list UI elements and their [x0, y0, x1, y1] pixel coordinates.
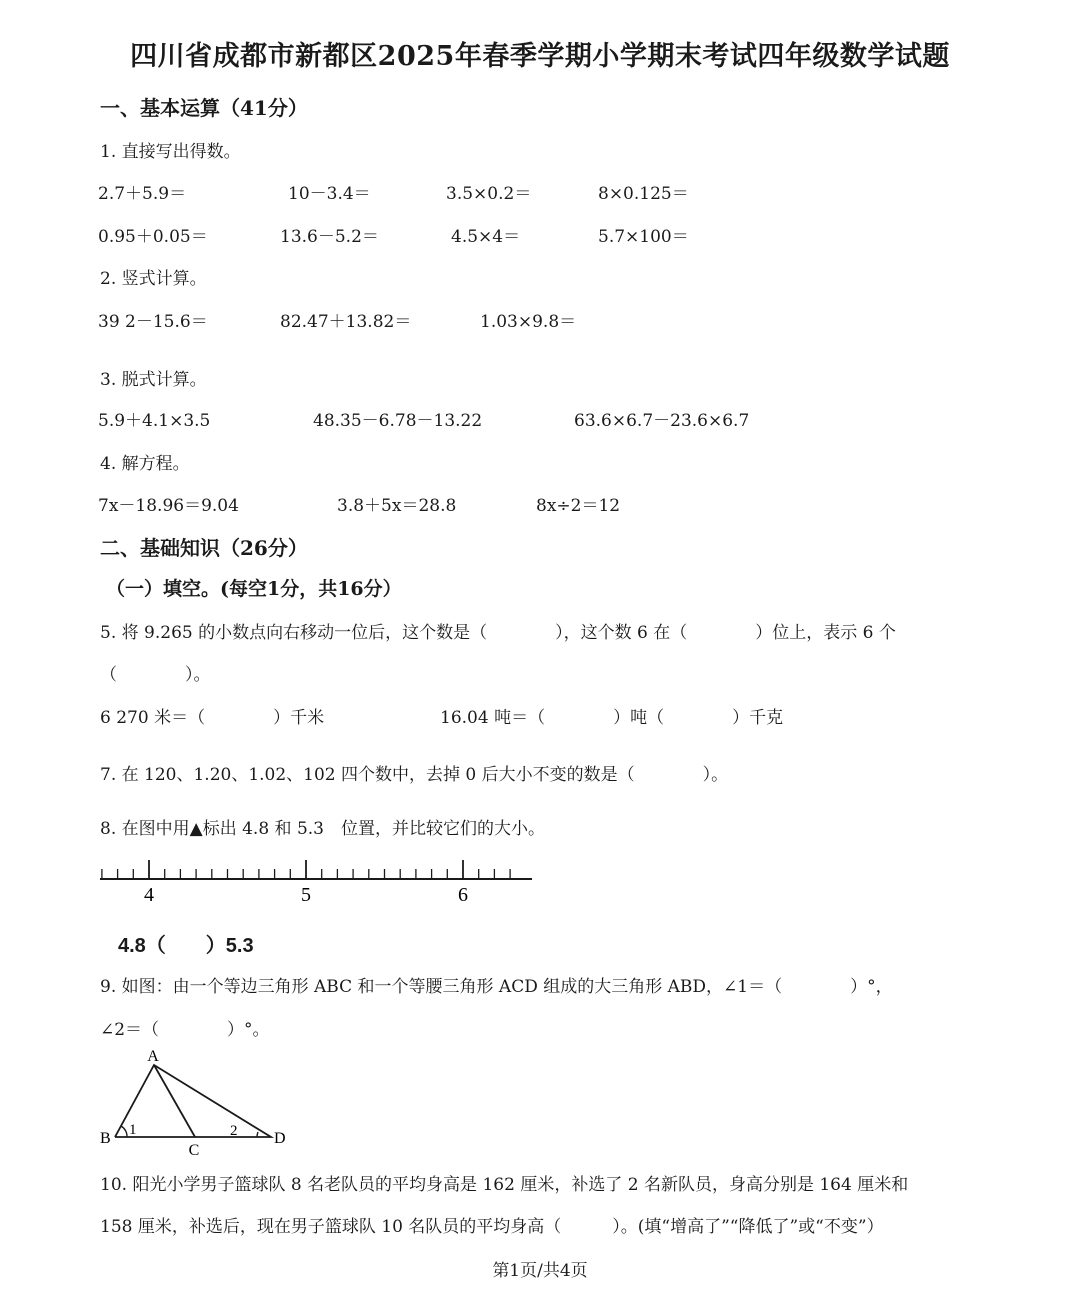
section-2-heading: 二、基础知识（26分） — [100, 536, 308, 560]
q1-expr: 2.7＋5.9＝ — [98, 184, 187, 204]
q2-label: 2. 竖式计算。 — [100, 269, 207, 289]
segment-ac — [154, 1065, 195, 1137]
vertex-c-label: C — [188, 1142, 200, 1158]
page-footer: 第1页/共4页 — [492, 1261, 588, 1281]
q9-line1: 9. 如图：由一个等边三角形 ABC 和一个等腰三角形 ACD 组成的大三角形 ABD，∠1＝（ ）°， — [100, 977, 893, 997]
q6-part2: 16.04 吨＝（ ）吨（ ）千克 — [440, 708, 784, 728]
q3-expr: 63.6×6.7－23.6×6.7 — [574, 411, 750, 431]
number-line — [92, 850, 542, 910]
q8-compare: 4.8（ ）5.3 — [118, 935, 254, 957]
q4-label: 4. 解方程。 — [100, 454, 190, 474]
q1-expr: 4.5×4＝ — [451, 227, 521, 247]
section-2-subheading: （一）填空。(每空1分，共16分） — [106, 578, 402, 600]
q10-line1: 10. 阳光小学男子篮球队 8 名老队员的平均身高是 162 厘米，补选了 2 名新队员，身高分别是 164 厘米和 — [100, 1175, 909, 1195]
vertex-a-label: A — [147, 1048, 159, 1065]
q3-expr: 48.35－6.78－13.22 — [313, 411, 483, 431]
vertex-d-label: D — [274, 1130, 286, 1147]
q5-line1: 5. 将 9.265 的小数点向右移动一位后，这个数是（ ），这个数 6 在（ ）位上，表示 6 个 — [100, 623, 896, 643]
q2-expr: 39 2－15.6＝ — [98, 312, 208, 332]
q1-expr: 5.7×100＝ — [598, 227, 689, 247]
triangle-figure — [96, 1043, 306, 1158]
q9-line2: ∠2＝（ ）°。 — [100, 1020, 270, 1040]
triangle-abd — [115, 1065, 271, 1137]
q1-expr: 13.6－5.2＝ — [280, 227, 379, 247]
vertex-b-label: B — [100, 1130, 111, 1147]
q1-expr: 0.95＋0.05＝ — [98, 227, 208, 247]
q2-expr: 82.47＋13.82＝ — [280, 312, 412, 332]
number-line-label-4: 4 — [144, 884, 154, 906]
q8-text: 8. 在图中用▲标出 4.8 和 5.3 位置，并比较它们的大小。 — [100, 819, 545, 839]
number-line-label-6: 6 — [458, 884, 468, 906]
angle-1-arc — [121, 1126, 127, 1137]
angle-1-label: 1 — [129, 1122, 137, 1138]
q3-label: 3. 脱式计算。 — [100, 370, 207, 390]
section-1-heading: 一、基本运算（41分） — [100, 96, 308, 120]
q6-part1: 6 270 米＝（ ）千米 — [100, 708, 325, 728]
angle-2-label: 2 — [230, 1123, 238, 1139]
q1-expr: 10－3.4＝ — [288, 184, 371, 204]
q10-line2: 158 厘米，补选后，现在男子篮球队 10 名队员的平均身高（ ）。(填“增高了”“降低了”或“不变”） — [100, 1217, 884, 1237]
number-line-label-5: 5 — [301, 884, 311, 906]
q4-expr: 3.8＋5x＝28.8 — [337, 496, 457, 516]
q7-text: 7. 在 120、1.20、1.02、102 四个数中，去掉 0 后大小不变的数是（ ）。 — [100, 765, 729, 785]
page-title: 四川省成都市新都区2025年春季学期小学期末考试四年级数学试题 — [130, 41, 950, 72]
q5-line2: （ ）。 — [100, 665, 211, 685]
q2-expr: 1.03×9.8＝ — [480, 312, 577, 332]
q4-expr: 7x－18.96＝9.04 — [98, 496, 239, 516]
q3-expr: 5.9＋4.1×3.5 — [98, 411, 211, 431]
q4-expr: 8x÷2＝12 — [536, 496, 621, 516]
q1-expr: 3.5×0.2＝ — [446, 184, 532, 204]
q1-label: 1. 直接写出得数。 — [100, 142, 241, 162]
q1-expr: 8×0.125＝ — [598, 184, 689, 204]
